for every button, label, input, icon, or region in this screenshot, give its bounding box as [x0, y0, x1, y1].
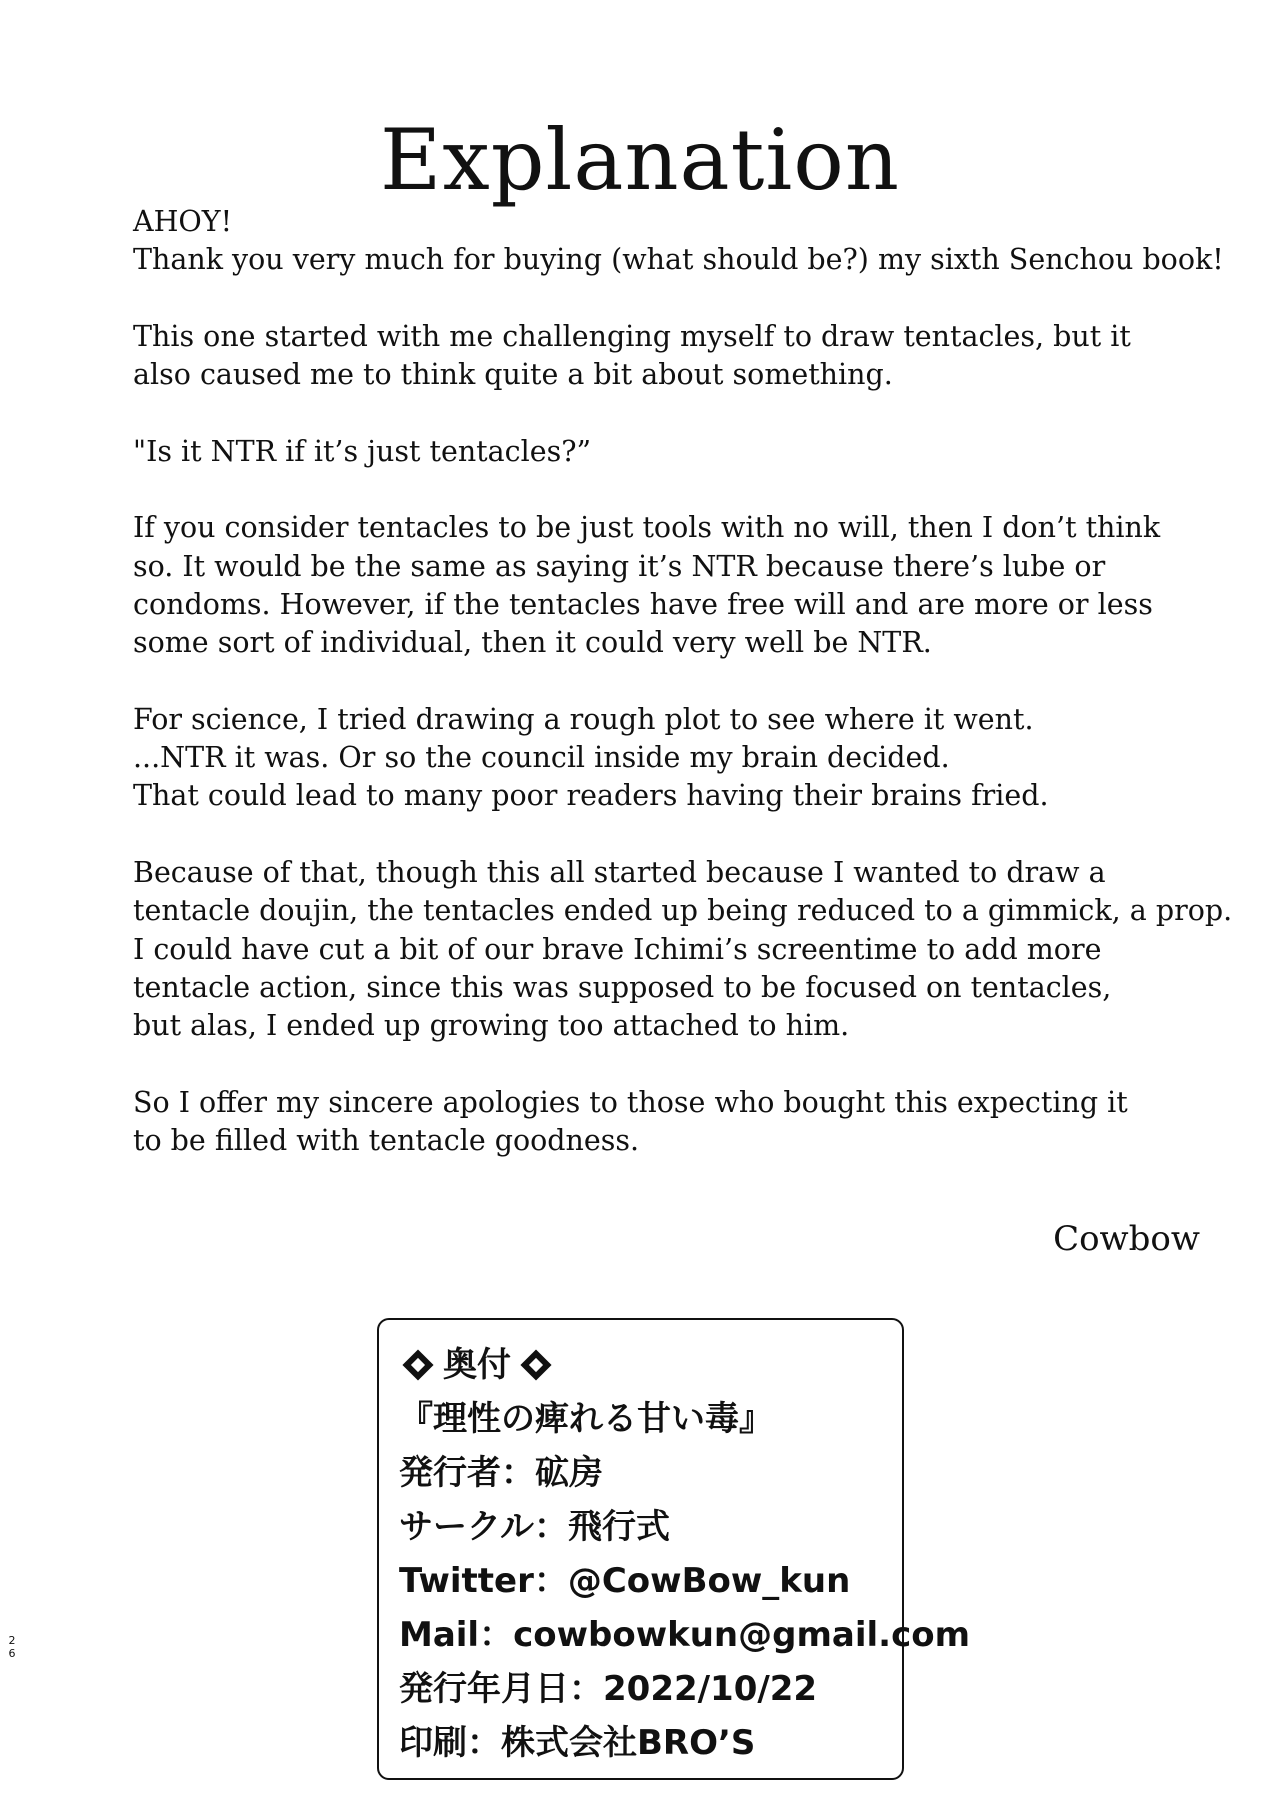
page-title: Explanation	[380, 111, 900, 210]
text-line: Because of that, though this all started because I wanted to draw a	[133, 856, 1106, 890]
paragraph	[133, 854, 1233, 1045]
paragraph	[133, 701, 1233, 816]
paragraph	[133, 433, 1233, 471]
paragraph	[133, 318, 1233, 395]
text-line: So I offer my sincere apologies to those who bought this expecting it	[133, 1085, 1128, 1119]
text-line: tentacle action, since this was supposed to be focused on tentacles,	[133, 970, 1112, 1004]
colophon-circle: サークル：飛行式	[399, 1507, 670, 1547]
page-number-digit: 6	[8, 1647, 16, 1660]
text-line: For science, I tried drawing a rough plot to see where it went.	[133, 702, 1034, 736]
text-line: That could lead to many poor readers having their brains fried.	[133, 779, 1049, 813]
colophon-printer: 印刷：株式会社BRO’S	[399, 1723, 756, 1763]
colophon-date: 発行年月日：2022/10/22	[399, 1669, 818, 1709]
afterword-text	[133, 203, 1233, 1199]
text-line: If you consider tentacles to be just tools with no will, then I don’t think	[133, 511, 1161, 545]
paragraph	[133, 203, 1233, 280]
colophon-heading	[399, 1345, 555, 1385]
colophon-twitter: Twitter：@CowBow_kun	[399, 1561, 851, 1601]
paragraph	[133, 1084, 1233, 1161]
text-line: Thank you very much for buying (what should be?) my sixth Senchou book!	[133, 243, 1224, 277]
text-line: condoms. However, if the tentacles have free will and are more or less	[133, 587, 1153, 621]
author-signature: Cowbow	[1053, 1219, 1200, 1259]
text-line: This one started with me challenging myself to draw tentacles, but it	[133, 319, 1131, 353]
paragraph	[133, 509, 1233, 662]
page-number	[6, 1634, 18, 1660]
text-line: some sort of individual, then it could very well be NTR.	[133, 626, 932, 660]
text-line: to be filled with tentacle goodness.	[133, 1124, 640, 1158]
colophon-box	[377, 1318, 971, 1780]
colophon-heading-text: 奥付	[443, 1345, 511, 1385]
colophon-book-title: 『理性の痺れる甘い毒』	[399, 1399, 773, 1439]
text-line: tentacle doujin, the tentacles ended up being reduced to a gimmick, a prop.	[133, 894, 1233, 928]
text-line: "Is it NTR if it’s just tentacles?”	[133, 434, 592, 468]
diamond-ornament-icon	[402, 1349, 433, 1380]
text-line: AHOY!	[133, 205, 233, 238]
diamond-ornament-icon	[520, 1349, 551, 1380]
text-line: so. It would be the same as saying it’s NTR because there’s lube or	[133, 549, 1106, 583]
text-line: I could have cut a bit of our brave Ichimi’s screentime to add more	[133, 932, 1102, 966]
text-line: but alas, I ended up growing too attached to him.	[133, 1009, 850, 1043]
colophon-publisher: 発行者：砿房	[399, 1453, 603, 1493]
colophon-mail: Mail：cowbowkun@gmail.com	[399, 1615, 971, 1655]
text-line: ...NTR it was. Or so the council inside my brain decided.	[133, 741, 950, 775]
text-line: also caused me to think quite a bit about something.	[133, 358, 893, 392]
page-number-digit: 2	[8, 1634, 16, 1647]
